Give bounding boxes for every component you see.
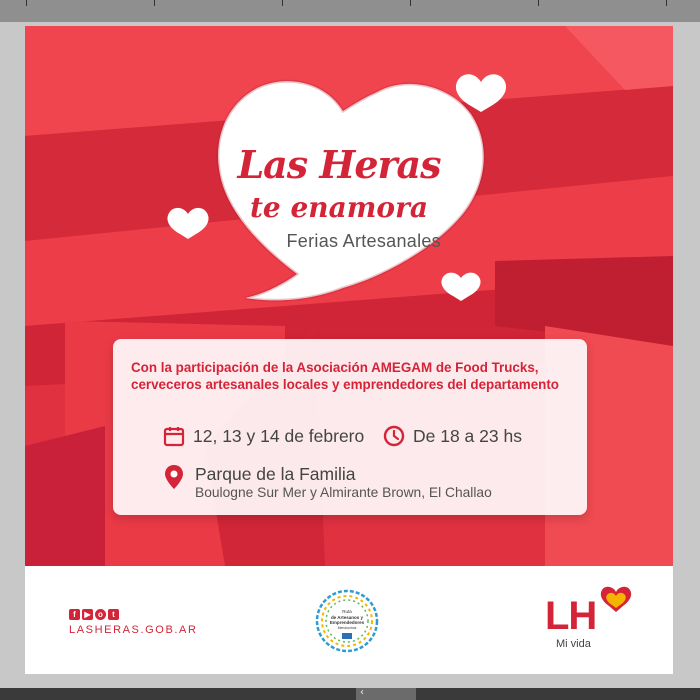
facebook-icon[interactable]: f (69, 609, 80, 620)
event-poster (25, 26, 673, 674)
youtube-icon[interactable]: ▶ (82, 609, 93, 620)
twitter-icon[interactable]: t (108, 609, 119, 620)
event-place-address: Boulogne Sur Mer y Almirante Brown, El Challao (195, 485, 492, 500)
calendar-icon (163, 425, 185, 447)
seal-text: de Artesanos y (330, 615, 364, 620)
ruler-tick (154, 0, 155, 6)
seal-text: Ruta (342, 609, 352, 614)
viewer-top-bar (0, 0, 700, 22)
ruler-tick (666, 0, 667, 6)
website-link[interactable]: LASHERAS.GOB.AR (69, 624, 198, 636)
poster-footer (25, 566, 673, 674)
small-heart-icon (167, 208, 208, 239)
poster-title-line1: Las Heras (237, 142, 441, 187)
ruler-tick (282, 0, 283, 6)
logo-tagline: Mi vida (556, 638, 591, 650)
chevron-left-icon[interactable]: ‹ (360, 687, 364, 698)
location-pin-icon (163, 464, 185, 486)
poster-subtitle: Ferias Artesanales (286, 231, 441, 251)
clock-icon (383, 425, 405, 447)
seal-text: Mendocinos (337, 626, 357, 630)
logo-heart-icon (599, 584, 633, 614)
scrollbar-thumb[interactable] (356, 688, 416, 700)
event-dates-text: 12, 13 y 14 de febrero (193, 425, 365, 446)
poster-title-line2: te enamora (249, 191, 428, 224)
instagram-icon[interactable]: o (95, 609, 106, 620)
social-icons (69, 609, 119, 620)
ruler-tick (26, 0, 27, 6)
ruler-tick (410, 0, 411, 6)
event-hours (383, 425, 522, 447)
seal-text: Emprendedores (329, 620, 365, 625)
event-location (163, 464, 492, 502)
artisan-route-seal-logo (315, 589, 379, 653)
event-place-name: Parque de la Familia (195, 464, 356, 484)
ruler-tick (538, 0, 539, 6)
viewer-bottom-bar (0, 688, 700, 700)
event-dates (163, 425, 364, 447)
event-info-card (113, 339, 587, 515)
event-intro-text: Con la participación de la Asociación AMEGAM de Food Trucks, cerveceros artesanales locales y emprendedores del departamento (131, 360, 559, 392)
small-heart-icon (441, 273, 480, 301)
las-heras-logo: LH (545, 594, 597, 638)
event-hours-text: De 18 a 23 hs (413, 425, 522, 446)
